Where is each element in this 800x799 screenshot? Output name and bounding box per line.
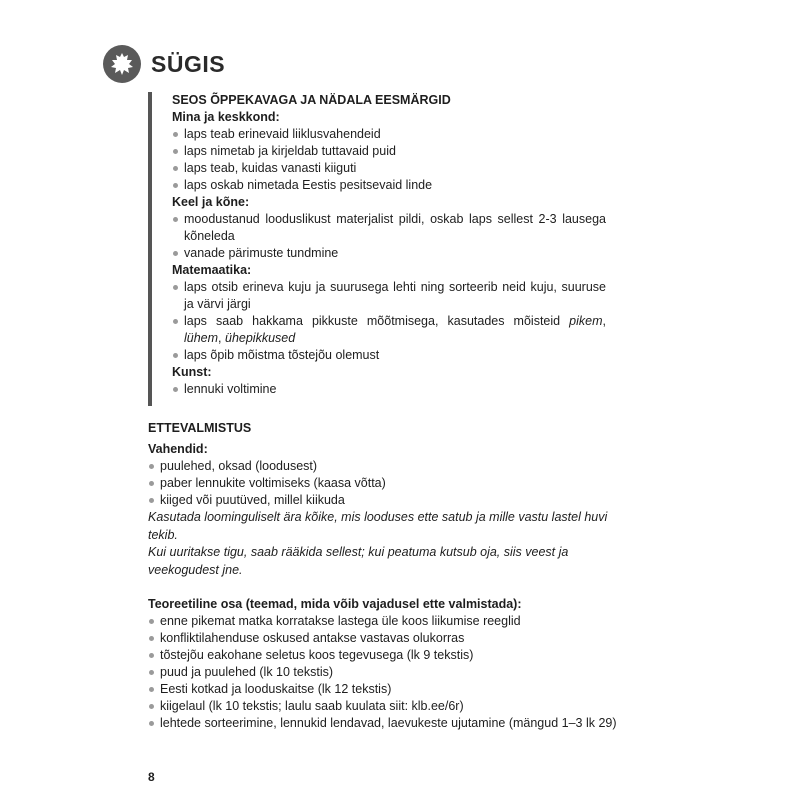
list-item: moodustanud looduslikust materjalist pildi, oskab laps sellest 2-3 lausega kõneleda: [172, 211, 606, 245]
list-item: laps saab hakkama pikkuste mõõtmisega, kasutades mõisteid pikem, lühem, ühepikkused: [172, 313, 606, 347]
term-equal-length: ühepikkused: [225, 331, 296, 345]
term-longer: pikem: [569, 314, 603, 328]
list-item: konfliktilahenduse oskused antakse vastavas olukorras: [148, 630, 618, 647]
list-item: kiigelaul (lk 10 tekstis; laulu saab kuulata siit: klb.ee/6r): [148, 698, 618, 715]
note-line: Kui uuritakse tigu, saab rääkida sellest; kui peatuma kutsub oja, siis veest ja veekogudest jne.: [148, 545, 569, 577]
list-item: kiiged või puutüved, millel kiikuda: [148, 492, 618, 509]
chapter-title: SÜGIS: [151, 50, 226, 77]
list-item: puud ja puulehed (lk 10 tekstis): [148, 664, 618, 681]
goals-list-language: [172, 211, 606, 262]
theory-list: [148, 613, 618, 732]
goals-section-title: SEOS ÕPPEKAVAGA JA NÄDALA EESMÄRGID: [172, 93, 451, 107]
list-item: laps nimetab ja kirjeldab tuttavaid puid: [172, 143, 606, 160]
note-line: Kasutada loominguliselt ära kõike, mis looduses ette satub ja mille vastu lastel huvi tekib.: [148, 510, 608, 542]
chapter-header: [103, 44, 225, 84]
list-item: laps otsib erineva kuju ja suurusega lehti ning sorteerib neid kuju, suuruse ja värvi järgi: [172, 279, 606, 313]
preparation-note: [148, 509, 618, 579]
curriculum-goals-box: [148, 92, 606, 406]
list-item: paber lennukite voltimiseks (kaasa võtta): [148, 475, 618, 492]
goals-heading-math: Matemaatika:: [172, 263, 252, 277]
list-item: Eesti kotkad ja looduskaitse (lk 12 tekstis): [148, 681, 618, 698]
page-number: 8: [148, 770, 155, 784]
list-item: enne pikemat matka korratakse lastega üle koos liikumise reeglid: [148, 613, 618, 630]
list-item: puulehed, oksad (loodusest): [148, 458, 618, 475]
leaf-icon: [103, 45, 141, 83]
list-item: laps teab erinevaid liiklusvahendeid: [172, 126, 606, 143]
term-shorter: lühem: [184, 331, 219, 345]
goals-list-art: [172, 381, 606, 398]
list-item: laps õpib mõistma tõstejõu olemust: [172, 347, 606, 364]
tools-heading: Vahendid:: [148, 442, 208, 456]
goals-list-math: [172, 279, 606, 364]
list-item: laps oskab nimetada Eestis pesitsevaid linde: [172, 177, 606, 194]
theory-heading: Teoreetiline osa (teemad, mida võib vajadusel ette valmistada):: [148, 597, 522, 611]
goals-list-environment: [172, 126, 606, 194]
preparation-section: [148, 420, 618, 732]
tools-list: [148, 458, 618, 509]
preparation-title: ETTEVALMISTUS: [148, 421, 252, 435]
list-item: lehtede sorteerimine, lennukid lendavad, laevukeste ujutamine (mängud 1–3 lk 29): [148, 715, 618, 732]
list-item: tõstejõu eakohane seletus koos tegevusega (lk 9 tekstis): [148, 647, 618, 664]
goals-heading-art: Kunst:: [172, 365, 212, 379]
goals-heading-language: Keel ja kõne:: [172, 195, 250, 209]
list-item-text: laps saab hakkama pikkuste mõõtmisega, kasutades mõisteid: [184, 314, 570, 328]
list-item: laps teab, kuidas vanasti kiiguti: [172, 160, 606, 177]
list-item: vanade pärimuste tundmine: [172, 245, 606, 262]
list-item: lennuki voltimine: [172, 381, 606, 398]
goals-heading-environment: Mina ja keskkond:: [172, 110, 280, 124]
